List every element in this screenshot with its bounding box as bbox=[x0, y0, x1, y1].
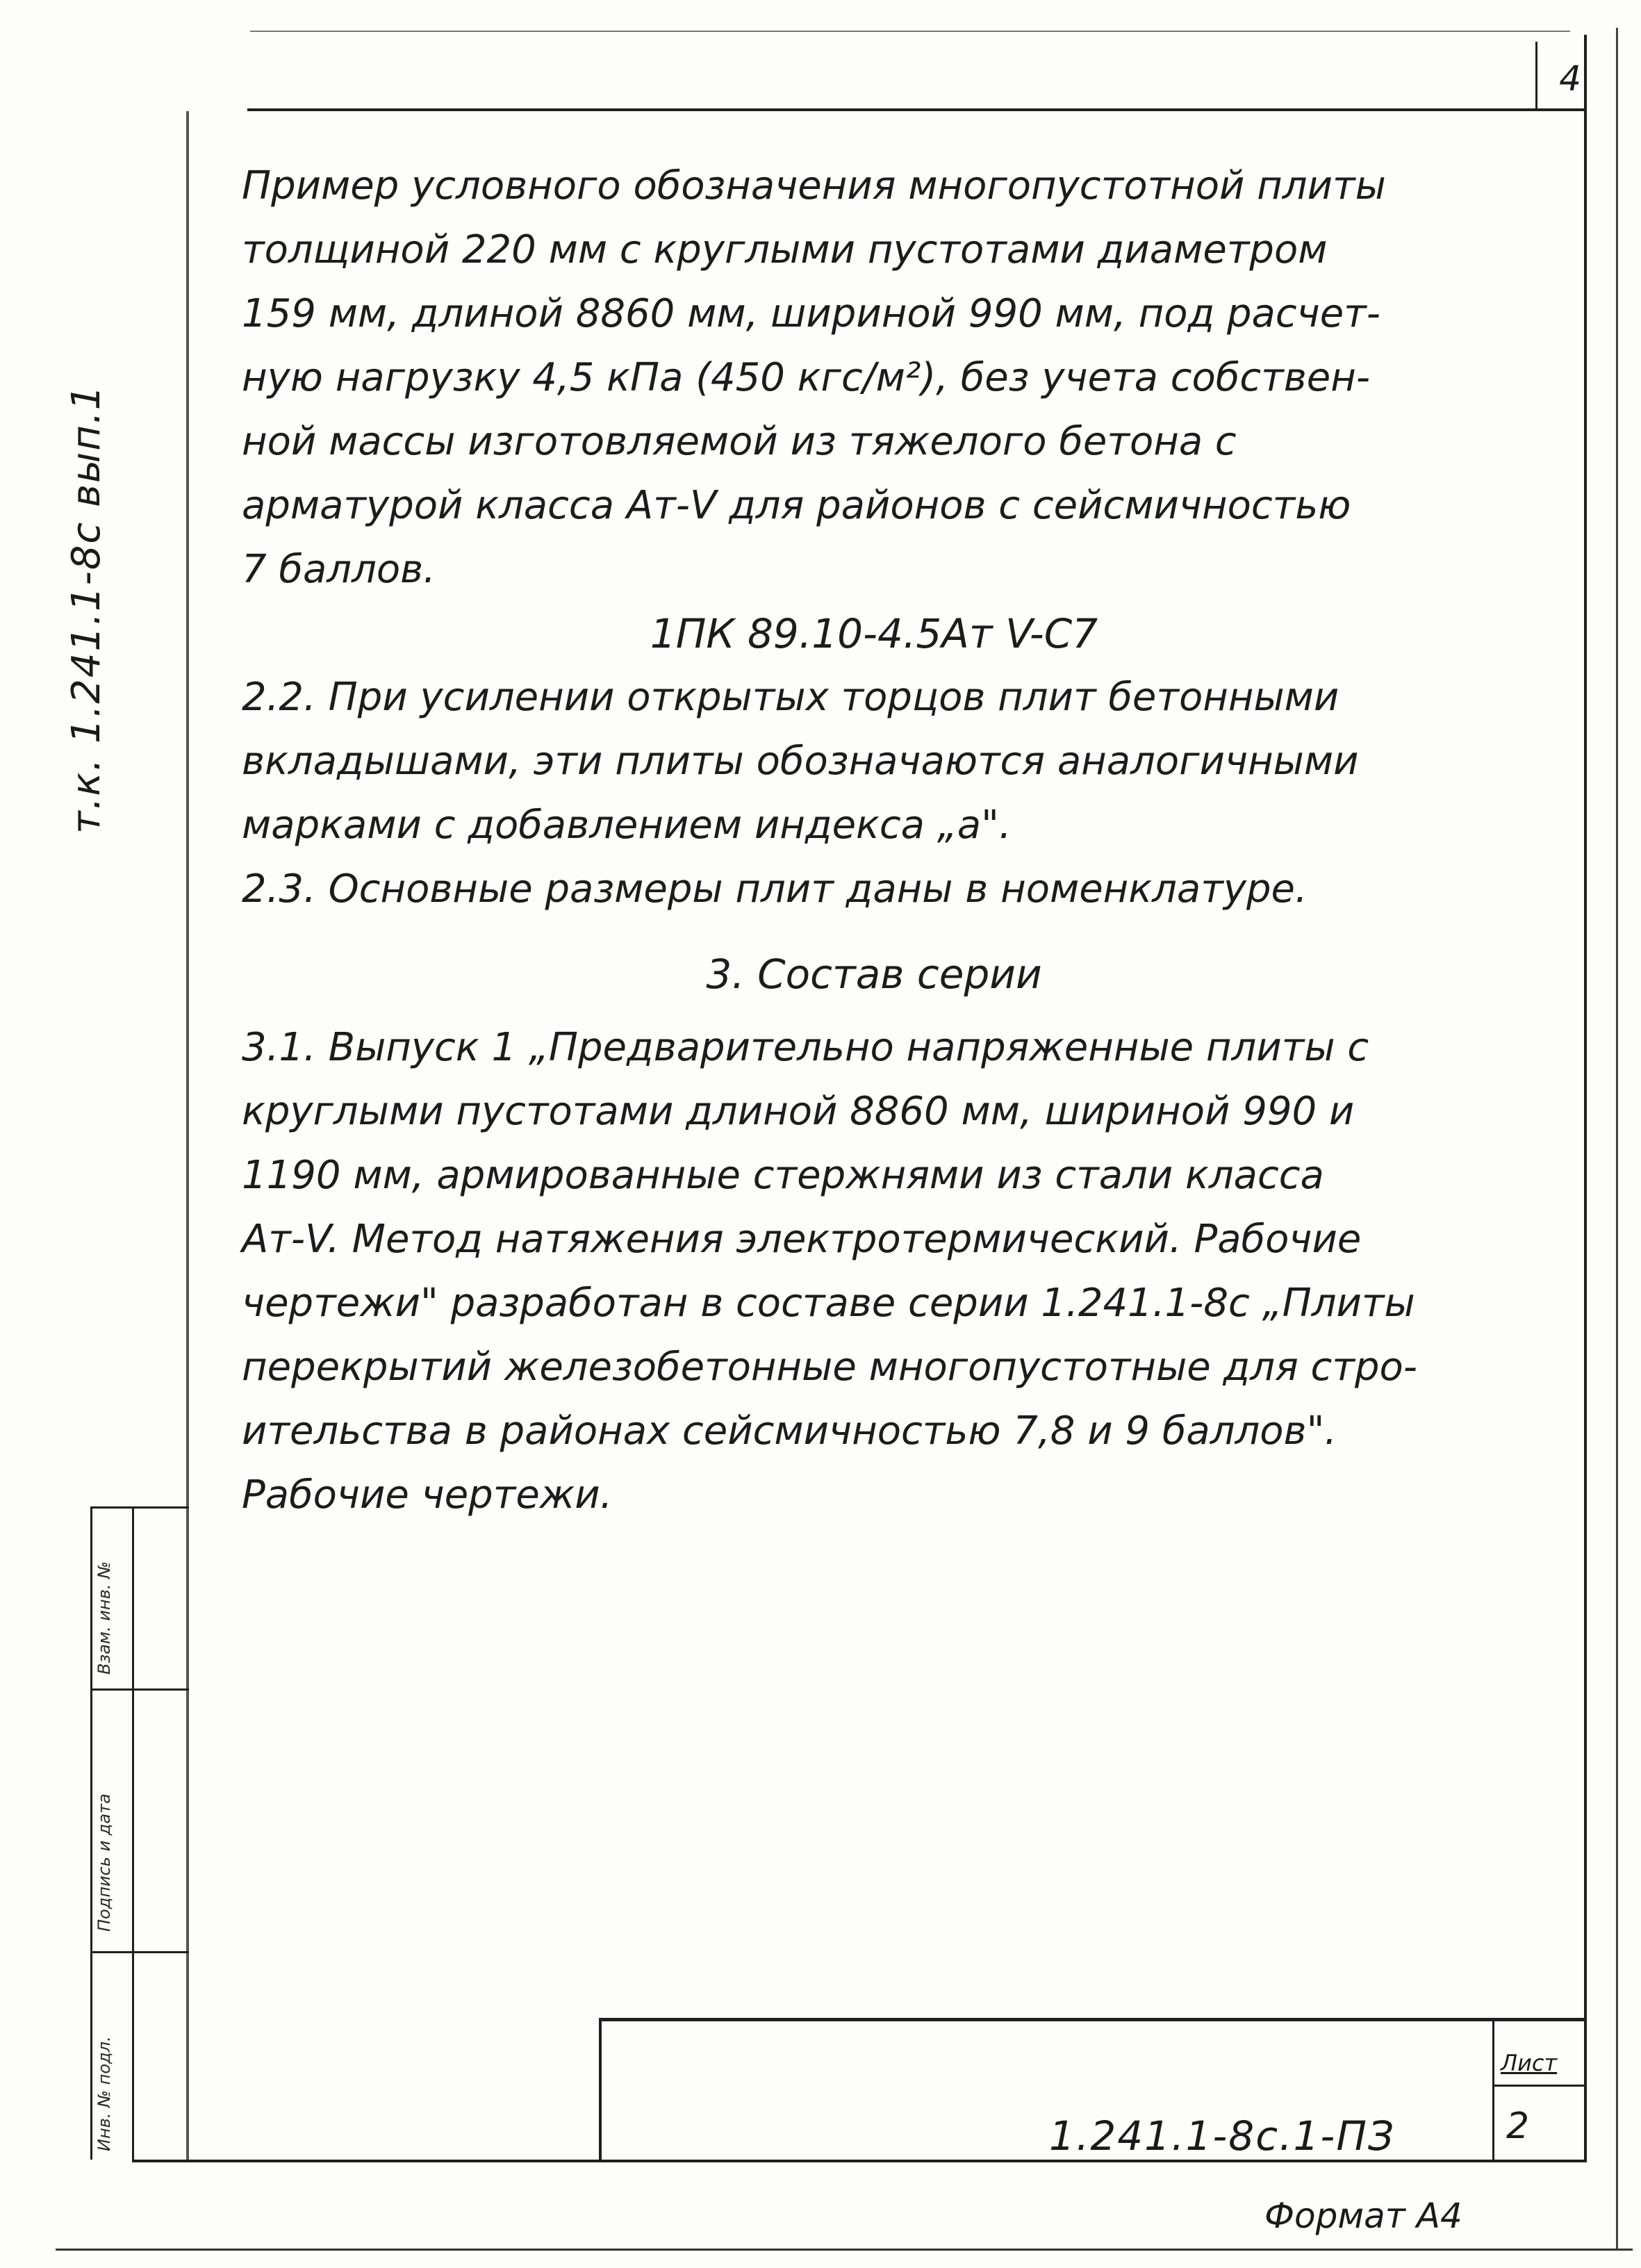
top-edge-line bbox=[250, 31, 1570, 32]
frame-right bbox=[1584, 35, 1587, 2161]
example-line: Пример условного обозначения многопустотной плиты bbox=[242, 163, 1386, 208]
p31-line: круглыми пустотами длиной 8860 мм, шириной 990 и bbox=[242, 1089, 1355, 1134]
p31-line: перекрытий железобетонные многопустотные для стро- bbox=[242, 1345, 1417, 1390]
document-code: 1.241.1-8с.1-ПЗ bbox=[1049, 2112, 1396, 2160]
outer-right bbox=[1616, 28, 1618, 2249]
p31-line: Рабочие чертежи. bbox=[242, 1472, 613, 1518]
stamp-strip-mid bbox=[132, 1506, 134, 2160]
stamp-podpis-data: Подпись и дата bbox=[94, 1793, 114, 1932]
title-block-top bbox=[599, 2018, 1587, 2021]
example-line: арматурой класса Ат-V для районов с сейсмичностью bbox=[242, 483, 1351, 528]
example-line: ную нагрузку 4,5 кПа (450 кгс/м²), без учета собствен- bbox=[242, 355, 1371, 400]
page-number: 4 bbox=[1559, 58, 1581, 99]
side-code: т.к. 1.241.1-8с вып.1 bbox=[64, 384, 109, 834]
title-block-sheet-hline bbox=[1492, 2085, 1587, 2087]
stamp-vzam-inv: Взам. инв. № bbox=[94, 1561, 114, 1675]
outer-bottom bbox=[56, 2249, 1633, 2251]
p31-line: ительства в районах сейсмичностью 7,8 и 9 баллов". bbox=[242, 1408, 1337, 1454]
stamp-divider-1 bbox=[90, 1688, 189, 1691]
stamp-strip-left bbox=[90, 1506, 92, 2160]
page-num-box-left bbox=[1535, 42, 1537, 110]
example-line: 7 баллов. bbox=[242, 547, 436, 592]
title-block-left bbox=[599, 2018, 602, 2161]
stamp-inv-podl: Инв. № подл. bbox=[94, 2036, 114, 2151]
title-block-sheet-divider bbox=[1492, 2018, 1494, 2161]
designation: 1ПК 89.10-4.5Ат V-С7 bbox=[650, 610, 1098, 657]
p31-line: Ат-V. Метод натяжения электротермический. Рабочие bbox=[242, 1217, 1362, 1262]
example-line: ной массы изготовляемой из тяжелого бетона с bbox=[242, 419, 1237, 464]
p31-line: 3.1. Выпуск 1 „Предварительно напряженные плиты с bbox=[242, 1025, 1369, 1070]
main-text bbox=[242, 154, 1506, 1527]
sheet-number: 2 bbox=[1506, 2105, 1530, 2147]
frame-top bbox=[247, 108, 1587, 111]
stamp-divider-2 bbox=[90, 1951, 189, 1953]
frame-bottom bbox=[132, 2160, 1587, 2162]
section3-title: 3. Состав серии bbox=[706, 951, 1042, 998]
p22-line: 2.2. При усилении открытых торцов плит бетонными bbox=[242, 675, 1339, 720]
p31-line: чертежи" разработан в составе серии 1.241.1-8с „Плиты bbox=[242, 1281, 1415, 1326]
p22-line: марками с добавлением индекса „а". bbox=[242, 803, 1012, 848]
example-line: толщиной 220 мм с круглыми пустотами диаметром bbox=[242, 227, 1328, 272]
sheet-label: Лист bbox=[1501, 2050, 1558, 2076]
format-label: Формат А4 bbox=[1264, 2196, 1462, 2236]
p22-line: вкладышами, эти плиты обозначаются аналогичными bbox=[242, 739, 1359, 784]
stamp-strip-top bbox=[90, 1506, 189, 1509]
p23-line: 2.3. Основные размеры плит даны в номенклатуре. bbox=[242, 866, 1308, 912]
example-line: 159 мм, длиной 8860 мм, шириной 990 мм, под расчет- bbox=[242, 291, 1381, 336]
p31-line: 1190 мм, армированные стержнями из стали класса bbox=[242, 1153, 1324, 1198]
frame-left bbox=[186, 111, 189, 2160]
